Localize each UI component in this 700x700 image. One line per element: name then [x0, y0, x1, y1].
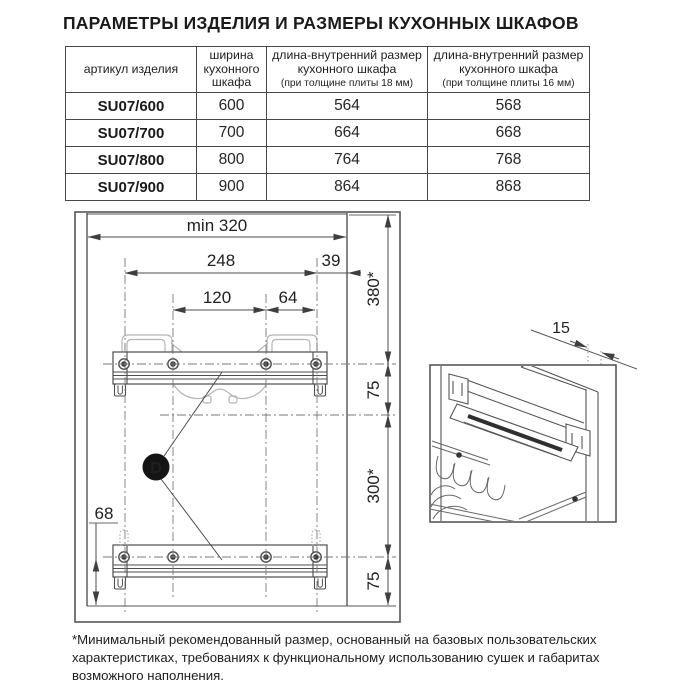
header-length-18-main: длина-внутренний размер кухонного шкафа — [272, 48, 422, 77]
parameters-table — [65, 46, 590, 201]
cell-article: SU07/900 — [66, 174, 197, 201]
cell-len16: 668 — [428, 120, 590, 147]
table-row — [66, 174, 590, 201]
header-length-16-note: (при толщине плиты 16 мм) — [442, 78, 575, 89]
dimension-380: 380* — [364, 271, 383, 307]
svg-text:39: 39 — [321, 251, 341, 270]
cell-width: 700 — [197, 120, 267, 147]
cell-width: 600 — [197, 93, 267, 120]
cell-len18: 864 — [267, 174, 428, 201]
cell-len18: 664 — [267, 120, 428, 147]
svg-text:68: 68 — [94, 504, 114, 523]
header-article: артикул изделия — [66, 47, 197, 93]
svg-text:15: 15 — [552, 320, 570, 337]
svg-text:D: D — [150, 460, 162, 477]
cell-len16: 868 — [428, 174, 590, 201]
cell-len16: 768 — [428, 147, 590, 174]
table-header-row — [66, 47, 590, 93]
cell-len16: 568 — [428, 93, 590, 120]
cell-article: SU07/700 — [66, 120, 197, 147]
table-row — [66, 93, 590, 120]
dimension-300: 300* — [364, 468, 383, 504]
table-row — [66, 147, 590, 174]
main-drawing — [60, 205, 410, 635]
svg-text:120: 120 — [202, 288, 232, 307]
svg-text:min 320: min 320 — [186, 216, 248, 235]
header-length-16-main: длина-внутренний размер кухонного шкафа — [433, 48, 584, 77]
cell-len18: 564 — [267, 93, 428, 120]
page-title: ПАРАМЕТРЫ ИЗДЕЛИЯ И РАЗМЕРЫ КУХОННЫХ ШКАФОВ — [63, 13, 579, 33]
svg-text:64: 64 — [278, 288, 298, 307]
dimension-75-bottom: 75 — [364, 571, 383, 591]
cell-width: 800 — [197, 147, 267, 174]
header-length-18 — [267, 47, 428, 93]
cell-article: SU07/800 — [66, 147, 197, 174]
header-length-18-note: (при толщине плиты 18 мм) — [280, 78, 414, 89]
detail-drawing — [425, 300, 700, 535]
table-row — [66, 120, 590, 147]
cell-width: 900 — [197, 174, 267, 201]
svg-text:248: 248 — [206, 251, 236, 270]
header-length-16 — [428, 47, 590, 93]
cell-len18: 764 — [267, 147, 428, 174]
header-width: ширина кухонного шкафа — [197, 47, 267, 93]
dimension-75-top: 75 — [364, 380, 383, 400]
footnote: *Минимальный рекомендованный размер, основанный на базовых пользовательских характеристиках, требованиях к функциональному использованию сушек и габаритах возможного наполнения. — [72, 632, 600, 683]
cell-article: SU07/600 — [66, 93, 197, 120]
